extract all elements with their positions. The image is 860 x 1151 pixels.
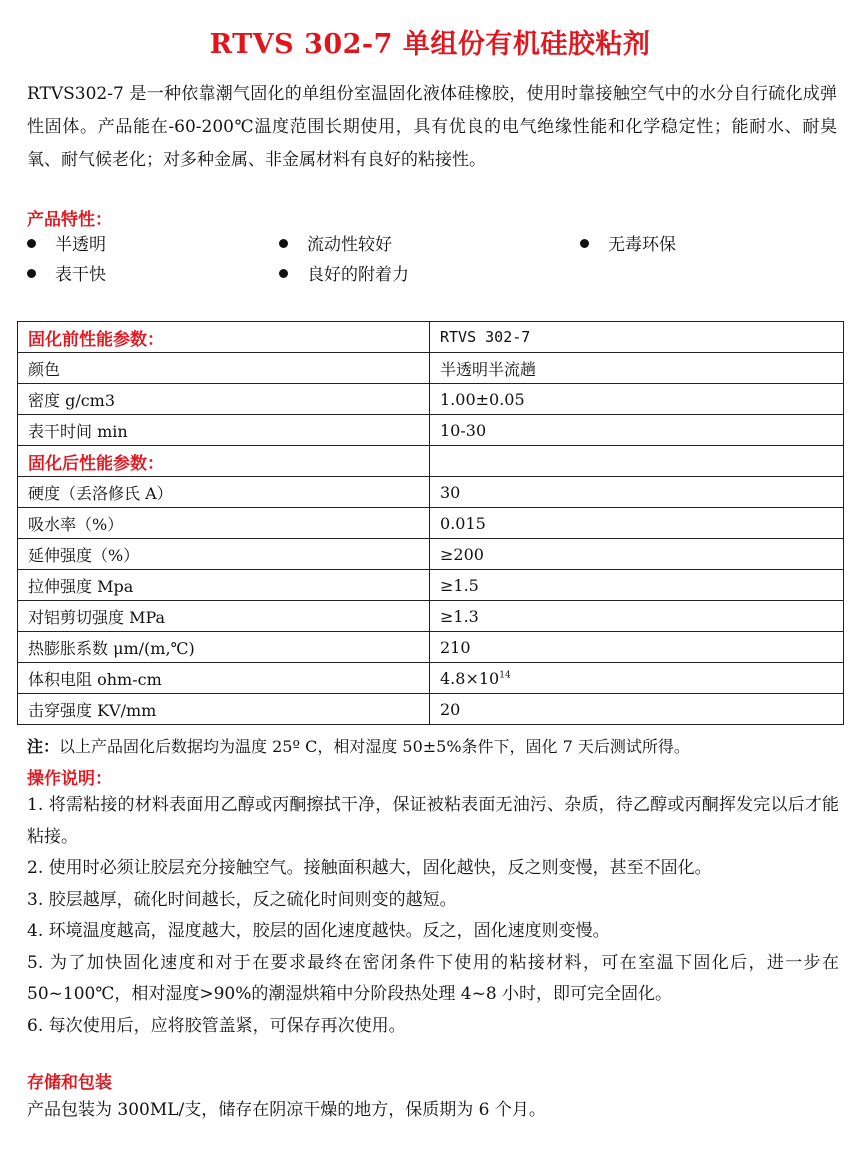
pre-cure-heading: 固化前性能参数： xyxy=(18,322,430,353)
param-value: ≥1.5 xyxy=(430,570,844,601)
step-item: 4. 环境温度越高，湿度越大，胶层的固化速度越快。反之，固化速度则变慢。 xyxy=(27,921,610,941)
table-row xyxy=(18,570,844,601)
param-value: 210 xyxy=(430,632,844,663)
feature-item: 无毒环保 xyxy=(580,230,676,260)
table-row xyxy=(18,663,844,694)
param-label: 表干时间 min xyxy=(18,415,430,446)
bullet-icon xyxy=(279,239,288,248)
feature-item: 流动性较好 xyxy=(279,230,392,260)
param-label: 吸水率（%） xyxy=(18,508,430,539)
features-heading: 产品特性： xyxy=(27,210,112,230)
feature-item: 表干快 xyxy=(27,260,106,290)
product-code-cell: RTVS 302-7 xyxy=(430,322,844,353)
intro-paragraph: RTVS302-7 是一种依靠潮气固化的单组份室温固化液体硅橡胶，使用时靠接触空气中的水分自行硫化成弹性固体。产品能在-60-200℃温度范围长期使用，具有优良的电气绝缘性能和化学稳定性；能耐水、耐臭氧、耐气候老化；对多种金属、非金属材料有良好的粘接性。 xyxy=(27,84,837,170)
param-value xyxy=(430,663,844,694)
param-value: 半透明半流趟 xyxy=(430,353,844,384)
step-item: 3. 胶层越厚，硫化时间越长，反之硫化时间则变的越短。 xyxy=(27,889,457,910)
resistivity-exponent: 14 xyxy=(499,670,511,681)
features-list xyxy=(27,230,827,294)
param-value: 1.00±0.05 xyxy=(430,384,844,415)
table-row xyxy=(18,508,844,539)
note-prefix: 注： xyxy=(27,737,60,756)
param-label: 拉伸强度 Mpa xyxy=(18,570,430,601)
table-row xyxy=(18,415,844,446)
step-item: 2. 使用时必须让胶层充分接触空气。接触面积越大，固化越快，反之则变慢，甚至不固化。 xyxy=(27,858,712,878)
spec-table xyxy=(17,321,844,725)
bullet-icon xyxy=(27,239,36,248)
param-value: ≥200 xyxy=(430,539,844,570)
table-row xyxy=(18,601,844,632)
param-label: 硬度（丢洛修氏 A） xyxy=(18,477,430,508)
param-value: 10-30 xyxy=(430,415,844,446)
storage-text: 产品包装为 300ML/支，储存在阴凉干燥的地方，保质期为 6 个月。 xyxy=(27,1100,546,1120)
operation-steps xyxy=(27,790,839,1042)
param-label: 击穿强度 KV/mm xyxy=(18,694,430,725)
bullet-icon xyxy=(580,239,589,248)
param-value: 30 xyxy=(430,477,844,508)
step-item: 5. 为了加快固化速度和对于在要求最终在密闭条件下使用的粘接材料，可在室温下固化后，进一步在 50~100℃，相对湿度>90%的潮湿烘箱中分阶段热处理 4~8 小时，即可完全固化。 xyxy=(27,952,839,1004)
storage-heading: 存储和包装 xyxy=(27,1073,112,1093)
table-row xyxy=(18,539,844,570)
table-row xyxy=(18,477,844,508)
step-item: 1. 将需粘接的材料表面用乙醇或丙酮擦拭干净，保证被粘表面无油污、杂质，待乙醇或丙酮挥发完以后才能粘接。 xyxy=(27,795,839,847)
post-cure-heading: 固化后性能参数： xyxy=(18,446,430,477)
bullet-icon xyxy=(27,269,36,278)
bullet-icon xyxy=(279,269,288,278)
param-value: 20 xyxy=(430,694,844,725)
param-label: 密度 g/cm3 xyxy=(18,384,430,415)
param-label: 延伸强度（%） xyxy=(18,539,430,570)
table-row xyxy=(18,446,844,477)
empty-cell xyxy=(430,446,844,477)
page-title: RTVS 302-7 单组份有机硅胶粘剂 xyxy=(209,29,651,60)
param-label: 对铝剪切强度 MPa xyxy=(18,601,430,632)
table-row xyxy=(18,632,844,663)
table-row xyxy=(18,322,844,353)
table-row xyxy=(18,353,844,384)
operation-heading: 操作说明： xyxy=(27,769,112,789)
param-label: 热膨胀系数 μm/(m,℃) xyxy=(18,632,430,663)
param-label: 体积电阻 ohm-cm xyxy=(18,663,430,694)
feature-item: 良好的附着力 xyxy=(279,260,409,290)
param-value: 0.015 xyxy=(430,508,844,539)
param-label: 颜色 xyxy=(18,353,430,384)
step-item: 6. 每次使用后，应将胶管盖紧，可保存再次使用。 xyxy=(27,1015,406,1036)
feature-item: 半透明 xyxy=(27,230,106,260)
note-text: 以上产品固化后数据均为温度 25º C，相对湿度 50±5%条件下，固化 7 天后测试所得。 xyxy=(59,737,690,756)
table-row xyxy=(18,694,844,725)
table-row xyxy=(18,384,844,415)
test-note xyxy=(27,734,690,757)
resistivity-base: 4.8×10 xyxy=(440,668,500,688)
param-value: ≥1.3 xyxy=(430,601,844,632)
